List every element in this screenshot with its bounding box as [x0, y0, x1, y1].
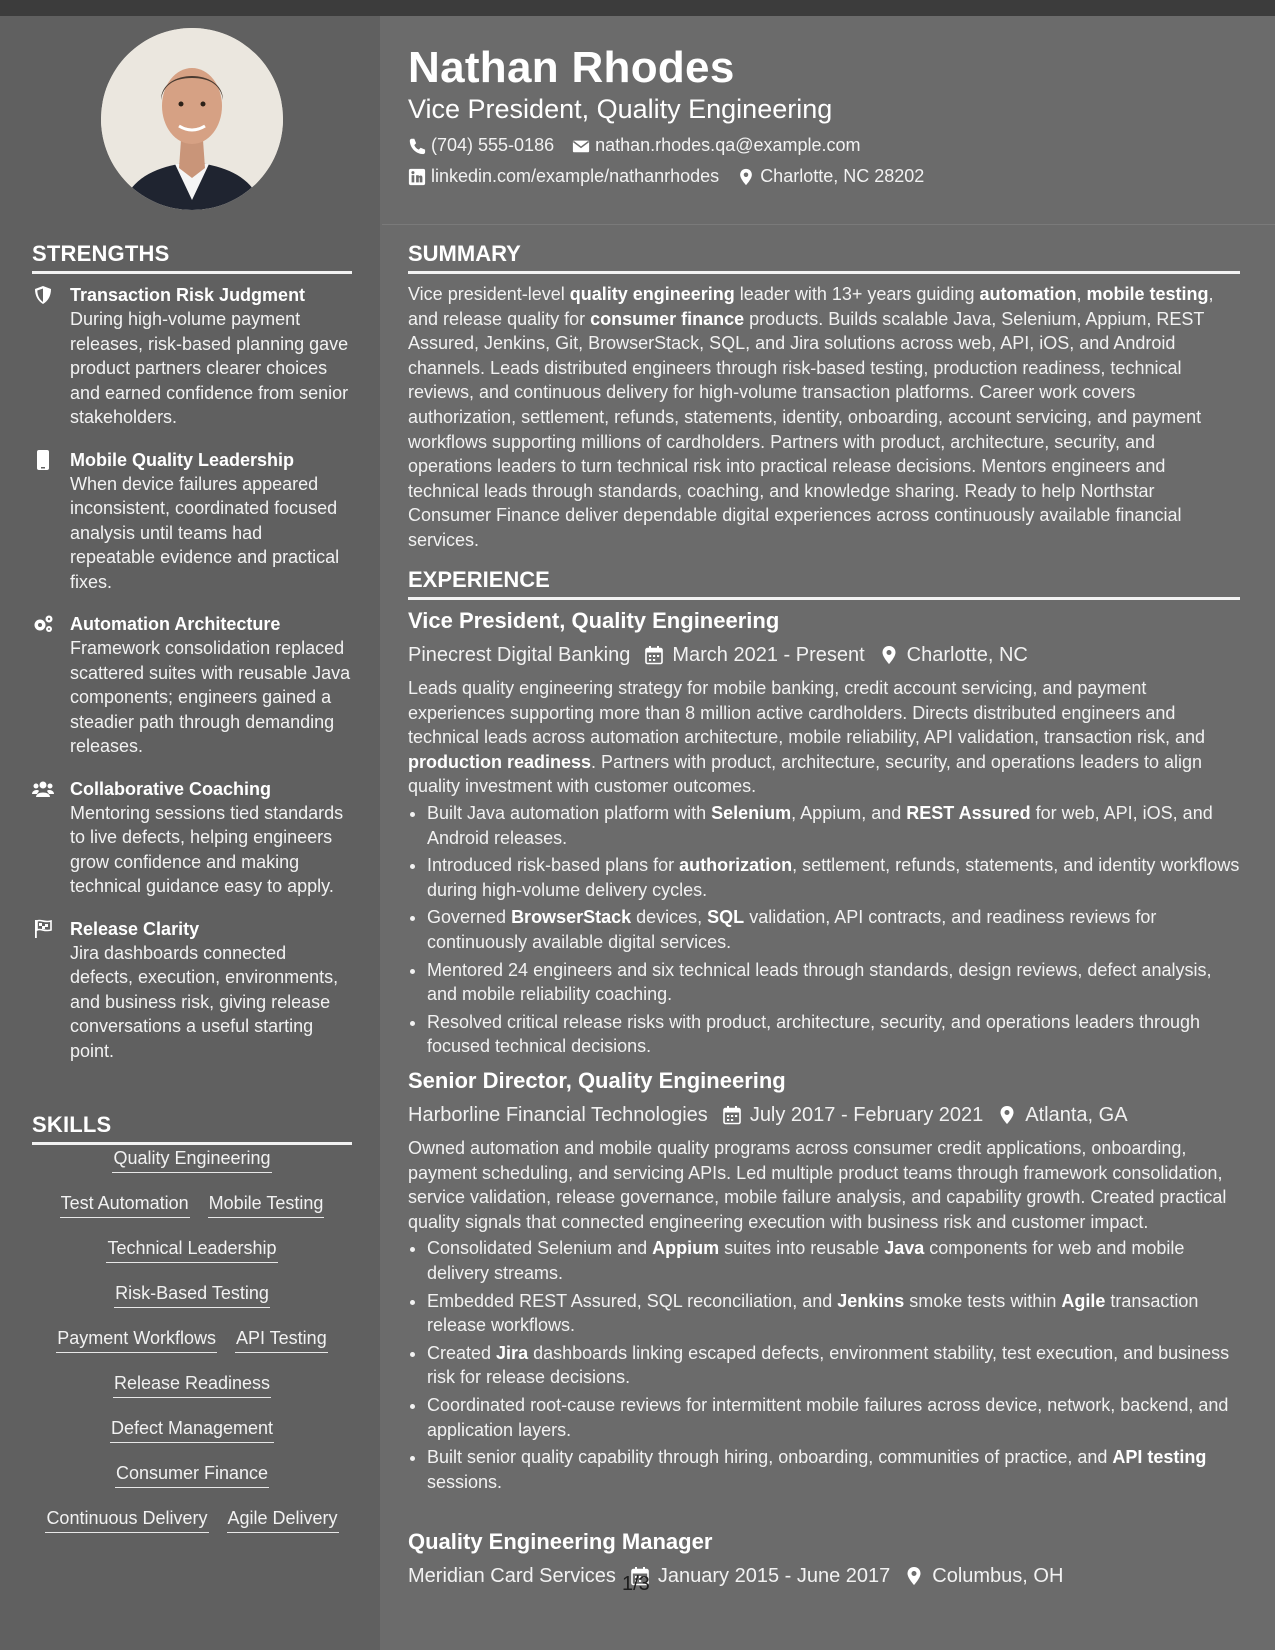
summary-text: Vice president-level quality engineering leader with 13+ years guiding automation, mobile testing, and release quality for consumer finance products. Builds scalable Java, Selenium, Appium, REST Assured, Jenkins, Git, BrowserStack, SQL, and Jira solutions across web, API, iOS, and Android channels. Leads distributed engineers through risk-based testing, production readiness, technical reviews, and continuous delivery for high-volume transaction platforms. Career work covers authorization, settlement, refunds, statements, identity, onboarding, account servicing, and payment workflows supporting millions of cardholders. Partners with product, architecture, security, and operations leaders to turn technical risk into practical release decisions. Mentors engineers and technical leads through standards, coaching, and knowledge sharing. Ready to help Northstar Consumer Finance deliver dependable digital experiences across continuously available financial services.	[408, 284, 1214, 550]
gears-icon	[32, 613, 54, 635]
summary-heading: SUMMARY	[408, 241, 521, 266]
job-dates: July 2017 - February 2021	[749, 1103, 984, 1126]
skill-tag: Agile Delivery	[227, 1506, 339, 1533]
job-title: Vice President, Quality Engineering	[408, 608, 780, 633]
contact-row-1	[408, 135, 861, 156]
job-title: Senior Director, Quality Engineering	[408, 1068, 786, 1093]
shield-icon	[32, 284, 54, 306]
skill-tag: Payment Workflows	[56, 1326, 217, 1353]
strength-desc: Jira dashboards connected defects, execution, environments, and business risk, giving release conversations a useful starting point.	[70, 942, 339, 1061]
contact-row-2	[408, 166, 924, 187]
skill-row	[32, 1371, 352, 1416]
experience-rule	[408, 597, 1240, 600]
job-company: Harborline Financial Technologies	[408, 1103, 708, 1126]
job-meta	[408, 1559, 1240, 1593]
strength-item	[32, 448, 352, 595]
job-location: Atlanta, GA	[1025, 1103, 1128, 1126]
bullet-item: • Introduced risk-based plans for authorization, settlement, refunds, statements, and identity workflows during high-volume delivery cycles.	[427, 853, 1240, 902]
skill-tag: Risk-Based Testing	[114, 1281, 270, 1308]
strengths-rule	[32, 271, 352, 274]
candidate-name: Nathan Rhodes	[408, 43, 735, 92]
skill-tag: Consumer Finance	[115, 1461, 269, 1488]
strength-item	[32, 612, 352, 759]
strength-desc: Mentoring sessions tied standards to live defects, helping engineers grow confidence and making technical guidance easy to apply.	[70, 802, 344, 896]
skill-row	[32, 1146, 352, 1191]
job-dates: March 2021 - Present	[672, 643, 865, 666]
strengths-list	[32, 283, 352, 1081]
skill-tag: Defect Management	[110, 1416, 274, 1443]
phone-icon	[408, 137, 426, 155]
job-meta	[408, 1098, 1240, 1132]
summary-rule	[408, 271, 1240, 274]
calendar-icon	[722, 1105, 742, 1125]
strength-desc: When device failures appeared inconsistent, coordinated focused analysis until teams had repeatable evidence and practical fixes.	[70, 473, 340, 592]
job-dates: January 2015 - June 2017	[657, 1564, 891, 1587]
job-description: Owned automation and mobile quality programs across consumer credit applications, onboarding, payment scheduling, and servicing APIs. Led multiple product teams through framework consolidation, service validation, release governance, mobile failure analysis, and capability growth. Created practical quality signals that connected engineering execution with business risk and customer impact.	[408, 1138, 1227, 1232]
skill-tag: Test Automation	[60, 1191, 190, 1218]
mobile-icon	[32, 449, 54, 471]
strength-title: Mobile Quality Leadership	[70, 449, 295, 470]
job-bullets	[408, 1236, 1240, 1494]
calendar-icon	[644, 645, 664, 665]
strength-item	[32, 777, 352, 899]
job-company: Pinecrest Digital Banking	[408, 643, 631, 666]
location-pin-icon	[737, 168, 755, 186]
header-divider	[382, 224, 1275, 225]
strengths-heading: STRENGTHS	[32, 241, 170, 266]
linkedin-link[interactable]: linkedin.com/example/nathanrhodes	[431, 166, 720, 186]
candidate-title: Vice President, Quality Engineering	[408, 94, 833, 124]
location-pin-icon	[879, 645, 899, 665]
bullet-item: • Created Jira dashboards linking escaped defects, environment stability, test execution, and business risk for release decisions.	[427, 1341, 1240, 1390]
job-bullets	[408, 801, 1240, 1059]
strength-desc: During high-volume payment releases, risk-based planning gave product partners clearer choices and earned confidence from senior stakeholders.	[70, 309, 349, 427]
skill-row	[32, 1506, 352, 1551]
bullet-item: • Governed BrowserStack devices, SQL validation, API contracts, and readiness reviews for continuously available digital services.	[427, 905, 1240, 954]
skill-row	[32, 1461, 352, 1506]
job-location: Charlotte, NC	[906, 643, 1028, 666]
skill-row	[32, 1236, 352, 1281]
skill-tag: Technical Leadership	[106, 1236, 277, 1263]
job-entry	[408, 606, 1240, 1062]
skills-list	[32, 1146, 352, 1551]
job-meta	[408, 638, 1240, 672]
bullet-item: • Resolved critical release risks with product, architecture, security, and operations leaders through focused technical decisions.	[427, 1010, 1240, 1059]
page-number: 1/3	[622, 1573, 650, 1595]
skills-heading: SKILLS	[32, 1112, 112, 1137]
skill-tag: Release Readiness	[113, 1371, 271, 1398]
job-company: Meridian Card Services	[408, 1564, 616, 1587]
phone-text[interactable]: (704) 555-0186	[431, 135, 555, 155]
viewer-top-bar	[0, 0, 1275, 16]
bullet-item: • Coordinated root-cause reviews for intermittent mobile failures across device, network, backend, and application layers.	[427, 1393, 1240, 1442]
skill-row	[32, 1191, 352, 1236]
location-text: Charlotte, NC 28202	[760, 166, 925, 186]
skill-tag: Continuous Delivery	[45, 1506, 208, 1533]
job-title: Quality Engineering Manager	[408, 1529, 713, 1554]
job-location: Columbus, OH	[932, 1564, 1064, 1587]
bullet-item: • Mentored 24 engineers and six technical leads through standards, design reviews, defect analysis, and mobile reliability coaching.	[427, 958, 1240, 1007]
location-pin-icon	[997, 1105, 1017, 1125]
users-icon	[32, 778, 54, 800]
strength-item	[32, 283, 352, 430]
skill-row	[32, 1326, 352, 1371]
job-description: Leads quality engineering strategy for mobile banking, credit account servicing, and payment experiences supporting more than 8 million active cardholders. Directs distributed engineers and technical leads across automation architecture, mobile reliability, API validation, transaction risk, and production readiness. Partners with product, architecture, security, and operations leaders to align quality investment with customer outcomes.	[408, 678, 1206, 797]
flag-icon	[32, 918, 54, 940]
skill-row	[32, 1281, 352, 1326]
strength-desc: Framework consolidation replaced scattered suites with reusable Java components; engineers gained a steadier path through demanding releases.	[70, 638, 351, 756]
job-entry	[408, 1527, 1240, 1593]
location-pin-icon	[904, 1566, 924, 1586]
skill-tag: API Testing	[235, 1326, 328, 1353]
job-entry	[408, 1066, 1240, 1497]
skills-rule	[32, 1142, 352, 1145]
skill-tag: Quality Engineering	[112, 1146, 271, 1173]
experience-heading: EXPERIENCE	[408, 567, 550, 592]
linkedin-icon	[408, 168, 426, 186]
bullet-item: • Embedded REST Assured, SQL reconciliation, and Jenkins smoke tests within Agile transaction release workflows.	[427, 1289, 1240, 1338]
bullet-item: • Consolidated Selenium and Appium suites into reusable Java components for web and mobile delivery streams.	[427, 1236, 1240, 1285]
skill-tag: Mobile Testing	[208, 1191, 325, 1218]
bullet-item: • Built Java automation platform with Selenium, Appium, and REST Assured for web, API, iOS, and Android releases.	[427, 801, 1240, 850]
envelope-icon	[572, 137, 590, 155]
strength-item	[32, 917, 352, 1064]
strength-title: Automation Architecture	[70, 614, 281, 634]
strength-title: Collaborative Coaching	[70, 778, 272, 799]
profile-photo	[101, 28, 283, 210]
strength-title: Transaction Risk Judgment	[70, 285, 306, 305]
email-link[interactable]: nathan.rhodes.qa@example.com	[595, 135, 861, 155]
bullet-item: • Built senior quality capability through hiring, onboarding, communities of practice, and API testing sessions.	[427, 1445, 1240, 1494]
skill-row	[32, 1416, 352, 1461]
strength-title: Release Clarity	[70, 918, 200, 939]
